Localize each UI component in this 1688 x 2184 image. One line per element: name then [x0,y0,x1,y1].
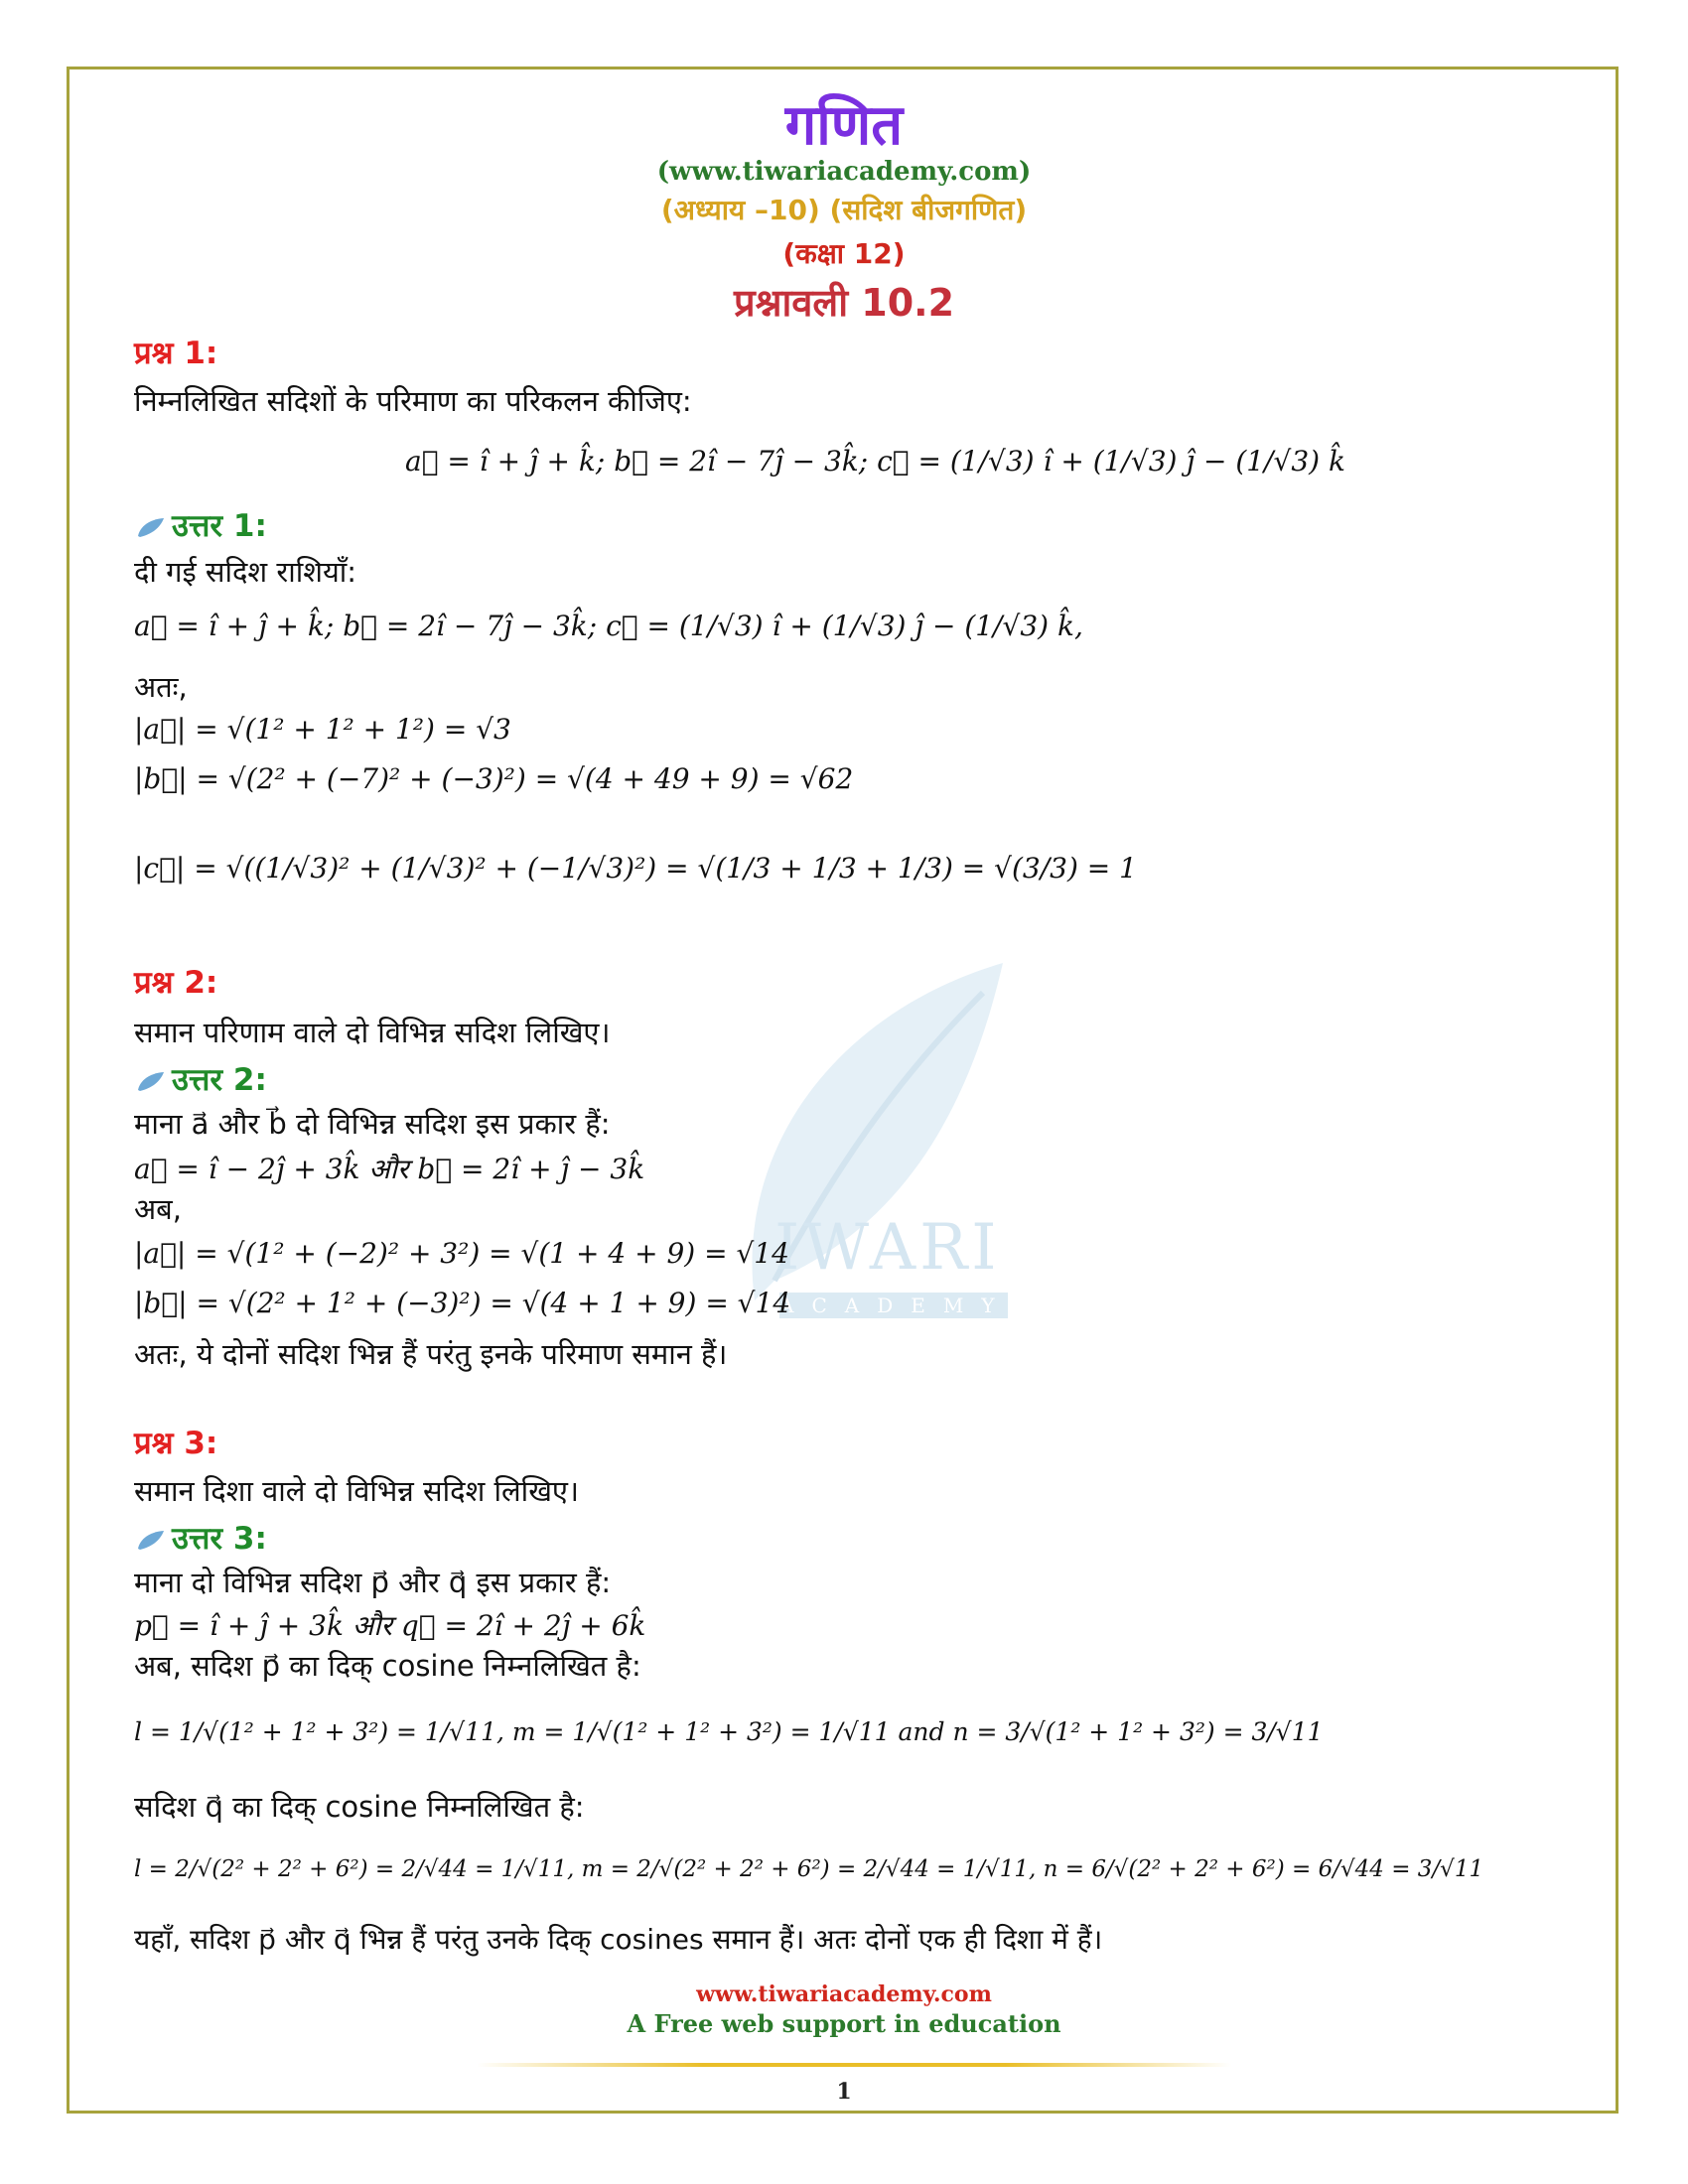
tiwari-logo-icon [134,1070,168,1094]
question-1-label: प्रश्न 1: [134,336,218,371]
footer-url: www.tiwariacademy.com [696,1981,992,2007]
watermark-text: IWARI [774,1211,1001,1285]
answer-2-magnitude-b: |b⃗| = √(2² + 1² + (−3)²) = √(4 + 1 + 9) = √14 [134,1287,791,1319]
header-url: (www.tiwariacademy.com) [656,157,1032,187]
answer-3-equation: p⃗ = î + ĵ + 3k̂ और q⃗ = 2î + 2ĵ + 6k̂ [134,1609,646,1642]
answer-3-q-cosines: l = 2/√(2² + 2² + 6²) = 2/√44 = 1/√11, m = 2/√(2² + 2² + 6²) = 2/√44 = 1/√11, n = 6/√(2² + 2² + 6²) = 6/√44 = 3/√11 [134,1856,1484,1882]
answer-2-conclusion: अतः, ये दोनों सदिश भिन्न हैं परंतु इनके परिमाण समान हैं। [134,1337,728,1371]
question-3-text: समान दिशा वाले दो विभिन्न सदिश लिखिए। [134,1474,579,1508]
footer-divider [477,2063,1231,2067]
tiwari-logo-icon [134,516,168,540]
page-title: गणित [784,93,904,158]
footer-tagline: A Free web support in education [627,2009,1061,2038]
answer-1-label-text: उत्तर 1: [172,508,267,544]
answer-2-label-text: उत्तर 2: [172,1062,267,1098]
watermark-subtext: ACADEMY [779,1294,1013,1317]
answer-1-given: दी गई सदिश राशियाँ: [134,555,357,589]
answer-3-now-q: सदिश q⃗ का दिक् cosine निम्नलिखित है: [134,1790,585,1824]
answer-2-equation: a⃗ = î − 2ĵ + 3k̂ और b⃗ = 2î + ĵ − 3k̂ [134,1153,645,1185]
question-2-text: समान परिणाम वाले दो विभिन्न सदिश लिखिए। [134,1016,611,1049]
answer-1-magnitude-a: |a⃗| = √(1² + 1² + 1²) = √3 [134,713,511,746]
answer-1-given-equation: a⃗ = î + ĵ + k̂; b⃗ = 2î − 7ĵ − 3k̂; c⃗ = (1/√3) î + (1/√3) ĵ − (1/√3) k̂, [134,610,1083,642]
answer-3-p-cosines: l = 1/√(1² + 1² + 3²) = 1/√11, m = 1/√(1² + 1² + 3²) = 1/√11 and n = 3/√(1² + 1² + 3²) = 3/√11 [134,1717,1324,1746]
answer-3-assume: माना दो विभिन्न सदिश p⃗ और q⃗ इस प्रकार हैं: [134,1566,612,1599]
answer-3-label-text: उत्तर 3: [172,1521,267,1557]
answer-3-label [134,1517,267,1559]
answer-2-assume: माना a⃗ और b⃗ दो विभिन्न सदिश इस प्रकार हैं: [134,1107,611,1141]
answer-1-label [134,504,267,546]
answer-2-now: अब, [134,1192,182,1226]
answer-2-label [134,1058,267,1100]
chapter-heading: (अध्याय –10) (सदिश बीजगणित) [660,194,1028,226]
answer-1-magnitude-c: |c⃗| = √((1/√3)² + (1/√3)² + (−1/√3)²) = √(1/3 + 1/3 + 1/3) = √(3/3) = 1 [134,852,1137,885]
tiwari-logo-icon [134,1529,168,1553]
page-number: 1 [836,2079,852,2105]
question-3-label: प्रश्न 3: [134,1426,218,1461]
exercise-heading: प्रश्नावली 10.2 [733,281,955,325]
answer-3-now-p: अब, सदिश p⃗ का दिक् cosine निम्नलिखित है: [134,1649,641,1683]
class-heading: (कक्षा 12) [782,237,906,270]
question-1-equation: a⃗ = î + ĵ + k̂; b⃗ = 2î − 7ĵ − 3k̂; c⃗ = (1/√3) î + (1/√3) ĵ − (1/√3) k̂ [405,445,1345,478]
answer-1-magnitude-b: |b⃗| = √(2² + (−7)² + (−3)²) = √(4 + 49 + 9) = √62 [134,762,854,795]
answer-3-conclusion: यहाँ, सदिश p⃗ और q⃗ भिन्न हैं परंतु उनके दिक् cosines समान हैं। अतः दोनों एक ही दिशा में हैं। [134,1923,1103,1956]
question-1-text: निम्नलिखित सदिशों के परिमाण का परिकलन कीजिए: [134,384,692,418]
answer-2-magnitude-a: |a⃗| = √(1² + (−2)² + 3²) = √(1 + 4 + 9) = √14 [134,1237,789,1270]
question-2-label: प्रश्न 2: [134,965,218,1001]
answer-1-hence: अतः, [134,670,188,704]
